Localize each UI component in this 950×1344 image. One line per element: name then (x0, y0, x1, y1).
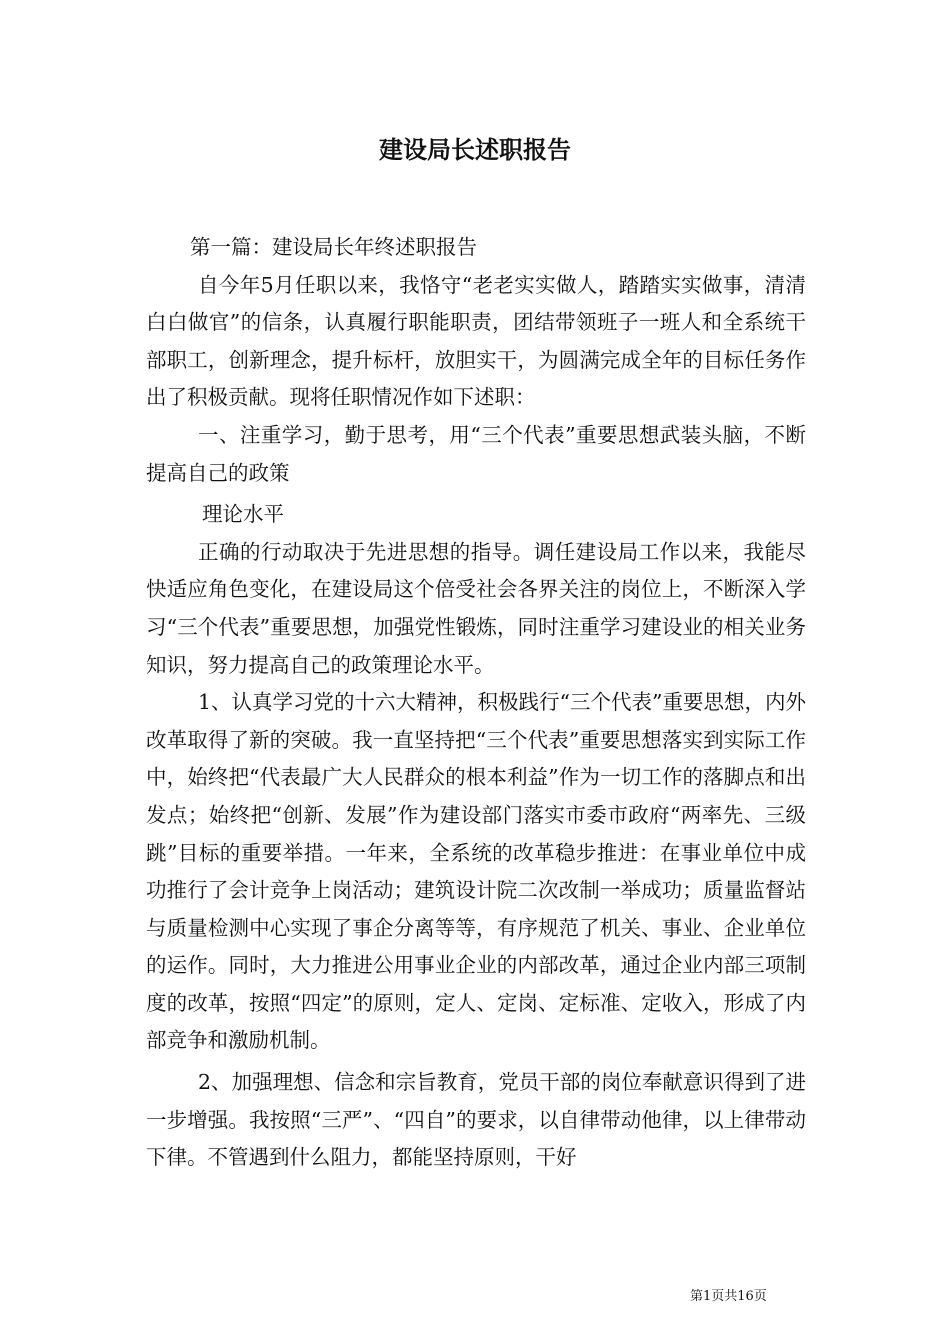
paragraph: 1、认真学习党的十六大精神，积极践行“三个代表”重要思想，内外改革取得了新的突破。我一直坚持把“三个代表”重要思想落实到实际工作中，始终把“代表最广大人民群众的根本利益”作为一切工作的落脚点和出发点；始终把“创新、发展”作为建设部门落实市委市政府“两率先、三级跳”目标的重要举措。一年来，全系统的改革稳步推进：在事业单位中成功推行了会计竞争上岗活动；建筑设计院二次改制一举成功；质量监督站与质量检测中心实现了事企分离等等，有序规范了机关、事业、企业单位的运作。同时，大力推进公用事业企业的内部改革，通过企业内部三项制度的改革，按照“四定”的原则，定人、定岗、定标准、定收入，形成了内部竞争和激励机制。 (146, 690, 807, 1053)
paragraph: 2、加强理想、信念和宗旨教育，党员干部的岗位奉献意识得到了进一步增强。我按照“三严”、“四自”的要求，以自律带动他律，以上律带动下律。不管遇到什么阻力，都能坚持原则，干好 (146, 1070, 806, 1170)
paragraph: 理论水平 (202, 502, 284, 527)
paragraph: 正确的行动取决于先进思想的指导。调任建设局工作以来，我能尽快适应角色变化，在建设局这个倍受社会各界关注的岗位上，不断深入学习“三个代表”重要思想，加强党性锻炼，同时注重学习建设业的相关业务知识，努力提高自己的政策理论水平。 (146, 539, 806, 677)
page-number: 第1页共16页 (690, 1289, 767, 1304)
document-title: 建设局长述职报告 (379, 135, 571, 164)
document-body (146, 229, 806, 1177)
section-heading: 一、注重学习，勤于思考，用“三个代表”重要思想武装头脑，不断提高自己的政策 (146, 422, 806, 485)
paragraph: 自今年5月任职以来，我恪守“老老实实做人，踏踏实实做事，清清白白做官”的信条，认真履行职能职责，团结带领班子一班人和全系统干部职工，创新理念，提升标杆，放胆实干，为圆满完成全年的目标任务作出了积极贡献。现将任职情况作如下述职： (146, 272, 806, 410)
section-heading: 第一篇：建设局长年终述职报告 (190, 235, 477, 259)
